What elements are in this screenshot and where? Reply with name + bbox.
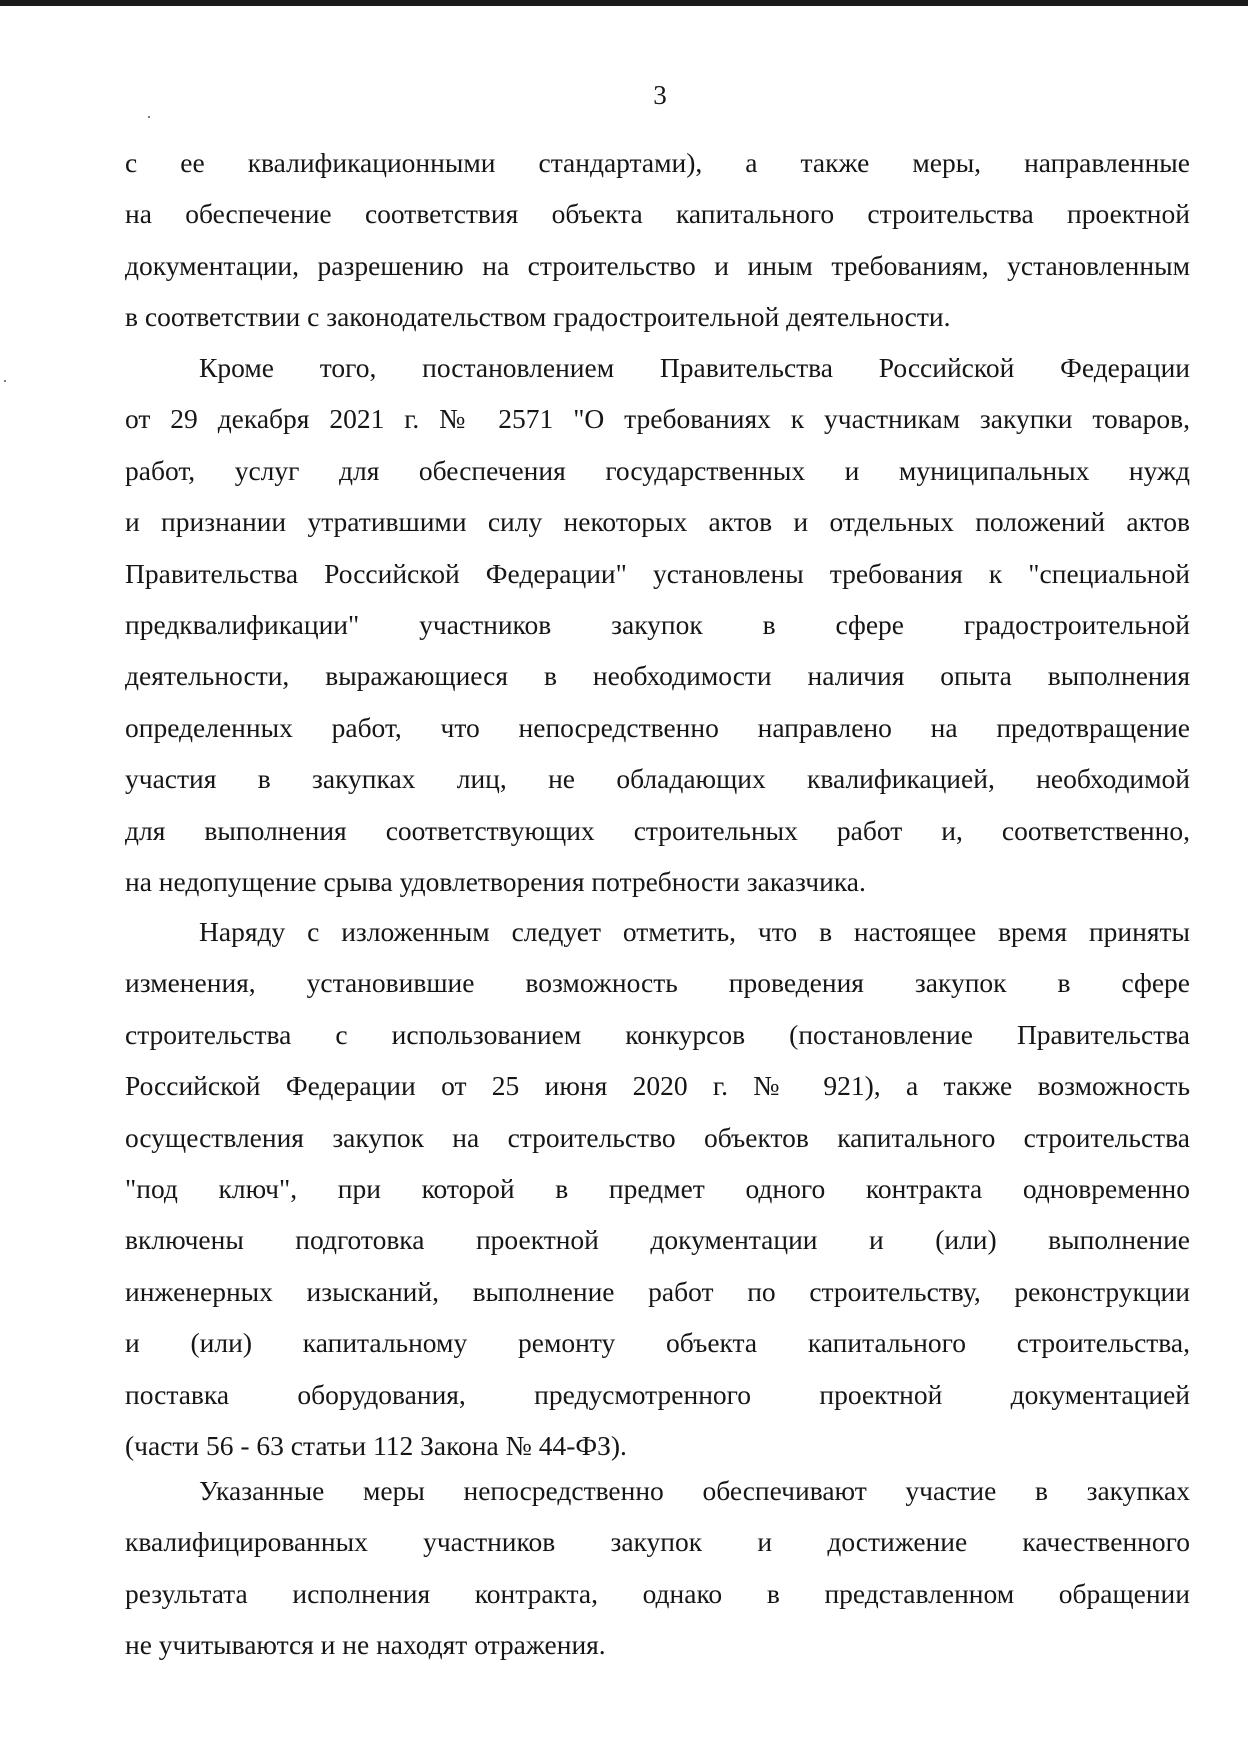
paragraph-3	[125, 906, 1190, 1471]
text-line: от 29 декабря 2021 г. № 2571 "О требованиях к участникам закупки товаров,	[125, 403, 1190, 435]
text-line: не учитываются и не находят отражения.	[125, 1629, 606, 1661]
text-line: результата исполнения контракта, однако в представленном обращении	[125, 1577, 1190, 1609]
text-line: квалифицированных участников закупок и достижение качественного	[125, 1526, 1190, 1558]
text-line: "под ключ", при которой в предмет одного контракта одновременно	[125, 1173, 1190, 1205]
text-line: поставка оборудования, предусмотренного проектной документацией	[125, 1378, 1190, 1410]
text-line: с ее квалификационными стандартами), а также меры, направленные	[125, 147, 1190, 178]
text-line: Российской Федерации от 25 июня 2020 г. № 921), а также возможность	[125, 1070, 1190, 1102]
text-line: Правительства Российской Федерации" установлены требования к "специальной	[125, 557, 1190, 589]
text-line: работ, услуг для обеспечения государственных и муниципальных нужд	[125, 454, 1190, 486]
paragraph-1	[125, 137, 1190, 343]
paragraph-4	[125, 1465, 1190, 1671]
text-line: для выполнения соответствующих строительных работ и, соответственно,	[125, 814, 1190, 846]
text-line: на недопущение срыва удовлетворения потребности заказчика.	[125, 866, 866, 898]
text-line: Указанные меры непосредственно обеспечивают участие в закупках	[199, 1475, 1190, 1506]
scan-top-edge	[0, 0, 1248, 6]
text-line: (части 56 - 63 статьи 112 Закона № 44-ФЗ).	[125, 1430, 627, 1462]
scan-speck	[148, 116, 150, 118]
text-line: строительства с использованием конкурсов (постановление Правительства	[125, 1018, 1190, 1050]
text-line: Кроме того, постановлением Правительства Российской Федерации	[199, 352, 1190, 383]
text-line: и признании утратившими силу некоторых актов и отдельных положений актов	[125, 506, 1190, 538]
text-line: и (или) капитальному ремонту объекта капитального строительства,	[125, 1327, 1190, 1359]
text-line: Наряду с изложенным следует отметить, что в настоящее время приняты	[199, 916, 1190, 947]
text-line: в соответствии с законодательством градостроительной деятельности.	[125, 301, 951, 333]
text-line: деятельности, выражающиеся в необходимости наличия опыта выполнения	[125, 660, 1190, 692]
text-line: осуществления закупок на строительство объектов капитального строительства	[125, 1121, 1190, 1153]
text-line: изменения, установившие возможность проведения закупок в сфере	[125, 967, 1190, 999]
text-line: предквалификации" участников закупок в сфере градостроительной	[125, 609, 1190, 641]
text-line: на обеспечение соответствия объекта капитального строительства проектной	[125, 198, 1190, 230]
text-line: инженерных изысканий, выполнение работ по строительству, реконструкции	[125, 1275, 1190, 1307]
text-line: участия в закупках лиц, не обладающих квалификацией, необходимой	[125, 763, 1190, 795]
text-line: определенных работ, что непосредственно направлено на предотвращение	[125, 711, 1190, 743]
paragraph-2	[125, 342, 1190, 907]
scan-speck	[4, 380, 6, 382]
page-number: 3	[653, 80, 667, 110]
text-line: включены подготовка проектной документации и (или) выполнение	[125, 1224, 1190, 1256]
text-line: документации, разрешению на строительство и иным требованиям, установленным	[125, 249, 1190, 281]
